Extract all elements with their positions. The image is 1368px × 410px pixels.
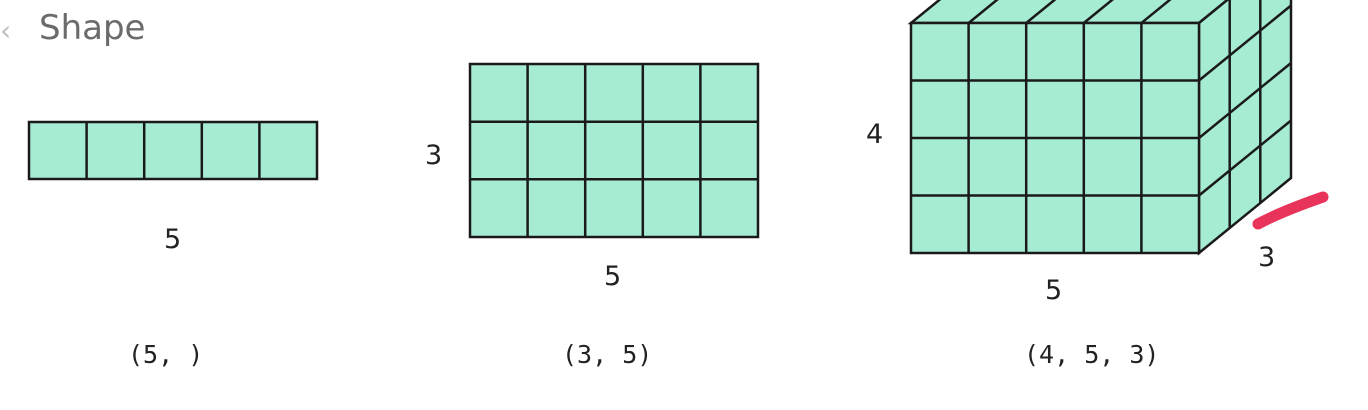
matrix-figure [470,64,758,237]
title-mark: ‹ [0,14,12,47]
matrix-rows-label: 3 [425,140,443,171]
matrix-cols-label: 5 [604,261,622,292]
tensor-shape-label: (4, 5, 3) [1024,340,1160,369]
pen-highlight-stroke [1258,197,1323,224]
vector-length-label: 5 [164,224,182,255]
vector-body [29,122,317,179]
vector-shape-label: (5, ) [128,340,204,369]
page-title: Shape [39,8,146,48]
vector-figure [29,122,317,179]
tensor-depth-label: 3 [1258,242,1276,273]
tensor-figure [911,0,1323,253]
tensor-width-label: 5 [1045,275,1063,306]
matrix-shape-label: (3, 5) [562,340,653,369]
matrix-body [470,64,758,237]
tensor-height-label: 4 [866,119,884,150]
